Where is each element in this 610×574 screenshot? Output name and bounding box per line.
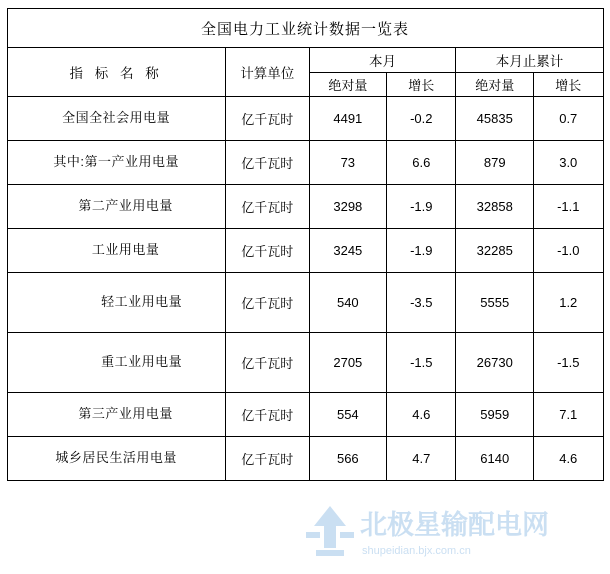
header-cumulative-absolute: 绝对量 bbox=[456, 73, 534, 97]
table-title-row bbox=[7, 9, 603, 48]
row-month-absolute: 540 bbox=[309, 273, 387, 333]
row-cumulative-absolute: 5959 bbox=[456, 393, 534, 437]
table-row bbox=[7, 393, 603, 437]
header-unit: 计算单位 bbox=[225, 48, 309, 97]
row-cumulative-absolute: 6140 bbox=[456, 437, 534, 481]
row-cumulative-absolute: 32285 bbox=[456, 229, 534, 273]
row-month-growth: -3.5 bbox=[387, 273, 456, 333]
row-month-absolute: 566 bbox=[309, 437, 387, 481]
row-label: 第三产业用电量 bbox=[7, 393, 225, 437]
statistics-table bbox=[7, 8, 604, 481]
row-label: 第二产业用电量 bbox=[7, 185, 225, 229]
page-title: 全国电力工业统计数据一览表 bbox=[7, 9, 603, 48]
watermark-subtext: shupeidian.bjx.com.cn bbox=[362, 545, 471, 557]
row-month-absolute: 554 bbox=[309, 393, 387, 437]
row-cumulative-growth: -1.0 bbox=[534, 229, 603, 273]
watermark-logo-icon bbox=[306, 506, 354, 556]
table-row bbox=[7, 229, 603, 273]
row-cumulative-growth: 4.6 bbox=[534, 437, 603, 481]
table-row bbox=[7, 273, 603, 333]
row-label: 重工业用电量 bbox=[7, 333, 225, 393]
row-label: 城乡居民生活用电量 bbox=[7, 437, 225, 481]
row-month-growth: -0.2 bbox=[387, 97, 456, 141]
header-month-absolute: 绝对量 bbox=[309, 73, 387, 97]
header-indicator-name: 指 标 名 称 bbox=[7, 48, 225, 97]
row-unit: 亿千瓦时 bbox=[225, 273, 309, 333]
row-cumulative-absolute: 26730 bbox=[456, 333, 534, 393]
row-month-growth: -1.5 bbox=[387, 333, 456, 393]
header-month-growth: 增长 bbox=[387, 73, 456, 97]
row-month-growth: 6.6 bbox=[387, 141, 456, 185]
row-cumulative-absolute: 879 bbox=[456, 141, 534, 185]
table-row bbox=[7, 437, 603, 481]
row-cumulative-growth: 1.2 bbox=[534, 273, 603, 333]
header-cumulative-growth: 增长 bbox=[534, 73, 603, 97]
row-cumulative-absolute: 32858 bbox=[456, 185, 534, 229]
row-month-absolute: 73 bbox=[309, 141, 387, 185]
row-cumulative-growth: -1.1 bbox=[534, 185, 603, 229]
table-row bbox=[7, 141, 603, 185]
row-month-growth: -1.9 bbox=[387, 229, 456, 273]
row-cumulative-growth: -1.5 bbox=[534, 333, 603, 393]
row-unit: 亿千瓦时 bbox=[225, 229, 309, 273]
table-row bbox=[7, 185, 603, 229]
row-unit: 亿千瓦时 bbox=[225, 393, 309, 437]
watermark bbox=[302, 498, 602, 570]
row-cumulative-growth: 7.1 bbox=[534, 393, 603, 437]
row-unit: 亿千瓦时 bbox=[225, 97, 309, 141]
row-cumulative-growth: 3.0 bbox=[534, 141, 603, 185]
row-month-absolute: 3298 bbox=[309, 185, 387, 229]
row-label: 工业用电量 bbox=[7, 229, 225, 273]
row-month-growth: 4.6 bbox=[387, 393, 456, 437]
row-label: 其中:第一产业用电量 bbox=[7, 141, 225, 185]
row-label: 轻工业用电量 bbox=[7, 273, 225, 333]
row-label: 全国全社会用电量 bbox=[7, 97, 225, 141]
row-month-growth: -1.9 bbox=[387, 185, 456, 229]
row-cumulative-absolute: 45835 bbox=[456, 97, 534, 141]
table-row bbox=[7, 97, 603, 141]
row-unit: 亿千瓦时 bbox=[225, 437, 309, 481]
watermark-text: 北极星输配电网 bbox=[360, 510, 549, 540]
row-month-growth: 4.7 bbox=[387, 437, 456, 481]
row-cumulative-absolute: 5555 bbox=[456, 273, 534, 333]
row-cumulative-growth: 0.7 bbox=[534, 97, 603, 141]
row-unit: 亿千瓦时 bbox=[225, 185, 309, 229]
table-row bbox=[7, 333, 603, 393]
row-unit: 亿千瓦时 bbox=[225, 141, 309, 185]
row-month-absolute: 4491 bbox=[309, 97, 387, 141]
row-month-absolute: 3245 bbox=[309, 229, 387, 273]
table-header-row-1 bbox=[7, 48, 603, 73]
header-cumulative: 本月止累计 bbox=[456, 48, 603, 73]
row-unit: 亿千瓦时 bbox=[225, 333, 309, 393]
header-current-month: 本月 bbox=[309, 48, 456, 73]
row-month-absolute: 2705 bbox=[309, 333, 387, 393]
